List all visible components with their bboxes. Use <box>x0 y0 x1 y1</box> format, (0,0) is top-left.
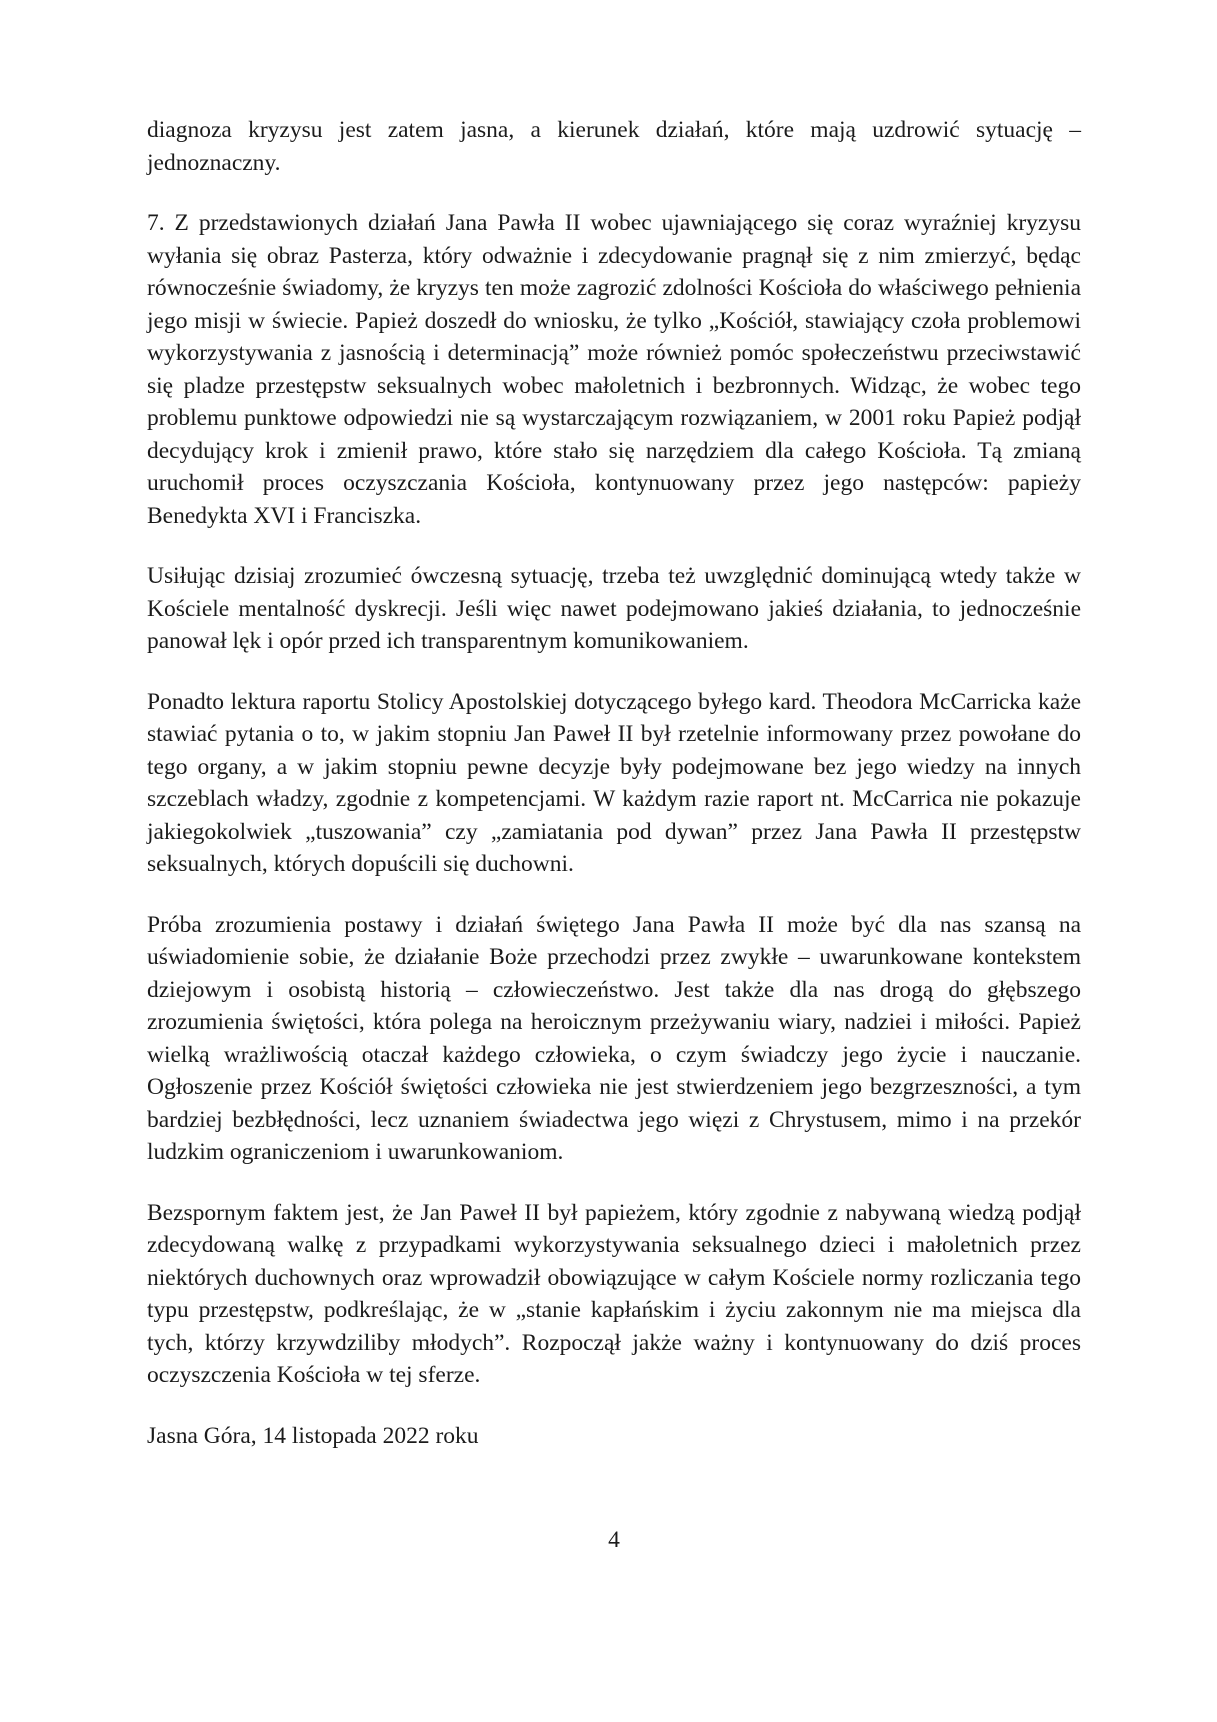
body-paragraph: Usiłując dzisiaj zrozumieć ówczesną sytuację, trzeba też uwzględnić dominującą wtedy także w Kościele mentalność dyskrecji. Jeśli więc nawet podejmowano jakieś działania, to jednocześnie panował lęk i opór przed ich transparentnym komunikowaniem. <box>147 563 1081 654</box>
page-footer <box>147 1524 1081 1557</box>
body-paragraph: 7. Z przedstawionych działań Jana Pawła II wobec ujawniającego się coraz wyraźniej kryzysu wyłania się obraz Pasterza, który odważnie i zdecydowanie pragnął się z nim zmierzyć, będąc równocześnie świadomy, że kryzys ten może zagrozić zdolności Kościoła do właściwego pełnienia jego misji w świecie. Papież doszedł do wniosku, że tylko „Kościół, stawiający czoła problemowi wykorzystywania z jasnością i determinacją” może również pomóc społeczeństwu przeciwstawić się pladze przestępstw seksualnych wobec małoletnich i bezbronnych. Widząc, że wobec tego problemu punktowe odpowiedzi nie są wystarczającym rozwiązaniem, w 2001 roku Papież podjął decydujący krok i zmienił prawo, które stało się narzędziem dla całego Kościoła. Tą zmianą uruchomił proces oczyszczania Kościoła, kontynuowany przez jego następców: papieży Benedykta XVI i Franciszka. <box>147 210 1081 529</box>
page-number: 4 <box>608 1527 620 1553</box>
body-paragraph: Ponadto lektura raportu Stolicy Apostolskiej dotyczącego byłego kard. Theodora McCarricka każe stawiać pytania o to, w jakim stopniu Jan Paweł II był rzetelnie informowany przez powołane do tego organy, a w jakim stopniu pewne decyzje były podejmowane bez jego wiedzy na innych szczeblach władzy, zgodnie z kompetencjami. W każdym razie raport nt. McCarrica nie pokazuje jakiegokolwiek „tuszowania” czy „zamiatania pod dywan” przez Jana Pawła II przestępstw seksualnych, których dopuścili się duchowni. <box>147 688 1081 877</box>
body-paragraph: Próba zrozumienia postawy i działań świętego Jana Pawła II może być dla nas szansą na uświadomienie sobie, że działanie Boże przechodzi przez zwykłe – uwarunkowane kontekstem dziejowym i osobistą historią – człowieczeństwo. Jest także dla nas drogą do głębszego zrozumienia świętości, która polega na heroicznym przeżywaniu wiary, nadziei i miłości. Papież wielką wrażliwością otaczał każdego człowieka, o czym świadczy jego życie i nauczanie. Ogłoszenie przez Kościół świętości człowieka nie jest stwierdzeniem jego bezgrzeszności, a tym bardziej bezbłędności, lecz uznaniem świadectwa jego więzi z Chrystusem, mimo i na przekór ludzkim ograniczeniom i uwarunkowaniom. <box>147 911 1081 1165</box>
dateline: Jasna Góra, 14 listopada 2022 roku <box>147 1422 479 1449</box>
body-paragraph: diagnoza kryzysu jest zatem jasna, a kierunek działań, które mają uzdrowić sytuację – jednoznaczny. <box>147 117 1081 176</box>
body-paragraph: Bezspornym faktem jest, że Jan Paweł II był papieżem, który zgodnie z nabywaną wiedzą podjął zdecydowaną walkę z przypadkami wykorzystywania seksualnego dzieci i małoletnich przez niektórych duchownych oraz wprowadził obowiązujące w całym Kościele normy rozliczania tego typu przestępstw, podkreślając, że w „stanie kapłańskim i życiu zakonnym nie ma miejsca dla tych, którzy krzywdziliby młodych”. Rozpoczął jakże ważny i kontynuowany do dziś proces oczyszczenia Kościoła w tej sferze. <box>147 1199 1081 1388</box>
